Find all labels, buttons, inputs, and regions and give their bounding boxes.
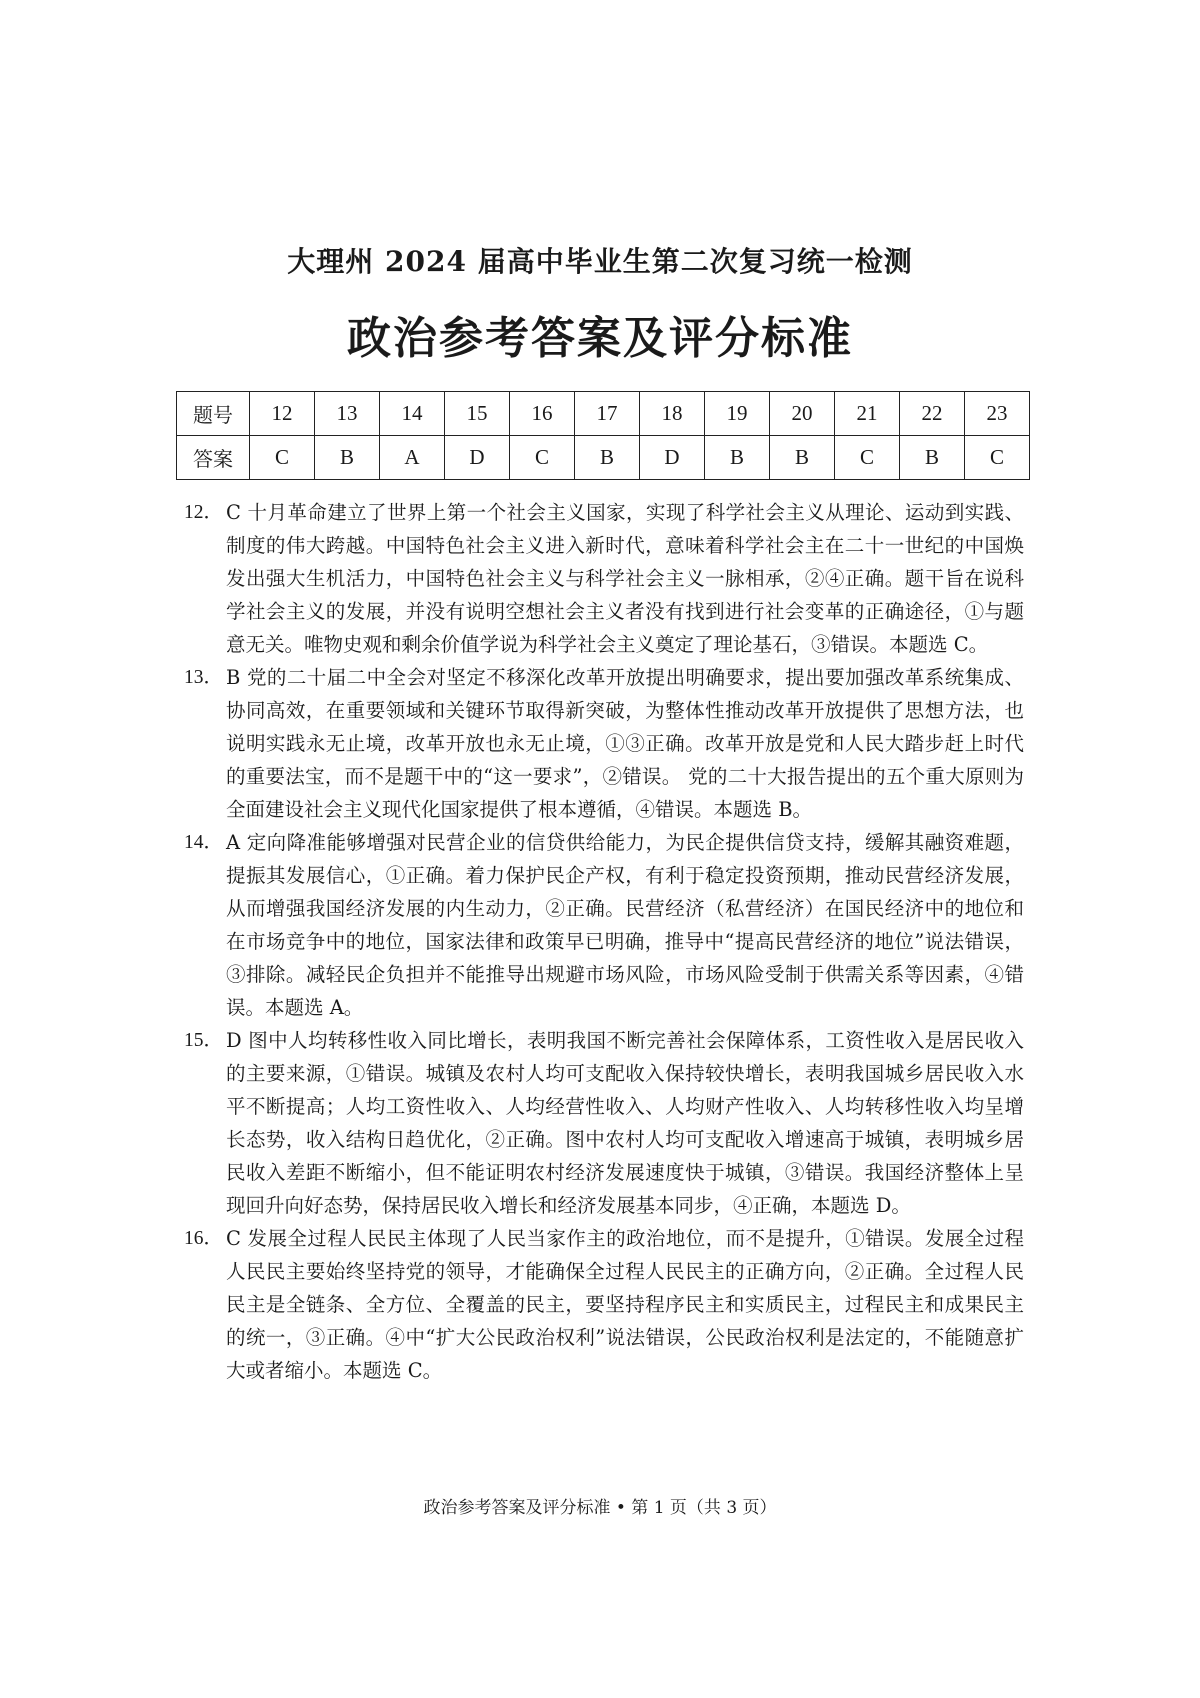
question-number-cell: 21: [835, 392, 900, 436]
item-text: B 党的二十届二中全会对坚定不移深化改革开放提出明确要求，提出要加强改革系统集成、协同高效，在重要领域和关键环节取得新突破，为整体性推动改革开放提供了思想方法，也说明实践永无止境，改革开放也永无止境，①③正确。改革开放是党和人民大踏步赶上时代的重要法宝，而不是题干中的“这一要求”，②错误。 党的二十大报告提出的五个重大原则为全面建设社会主义现代化国家提供了根本遵循，④错误。本题选 B。: [226, 666, 1024, 821]
question-number-cell: 15: [445, 392, 510, 436]
question-number-row: [177, 392, 1030, 436]
question-number-cell: 18: [640, 392, 705, 436]
answer-row: [177, 436, 1030, 480]
answer-cell: C: [835, 436, 900, 480]
question-number-cell: 23: [965, 392, 1030, 436]
answer-cell: B: [770, 436, 835, 480]
question-number-cell: 12: [250, 392, 315, 436]
page-title: 政治参考答案及评分标准: [347, 313, 853, 364]
page-footer: 政治参考答案及评分标准 • 第 1 页（共 3 页）: [423, 1498, 777, 1518]
answer-table: [176, 391, 1030, 480]
question-number-cell: 16: [510, 392, 575, 436]
item-number: 15．: [184, 1030, 224, 1051]
answer-cell: B: [315, 436, 380, 480]
item-number: 16．: [184, 1228, 224, 1249]
explanation-item: [184, 496, 1024, 661]
explanation-item: [184, 1222, 1024, 1387]
question-number-cell: 19: [705, 392, 770, 436]
answer-cell: C: [965, 436, 1030, 480]
explanation-item: [184, 826, 1024, 1024]
item-text: D 图中人均转移性收入同比增长，表明我国不断完善社会保障体系，工资性收入是居民收入的主要来源，①错误。城镇及农村人均可支配收入保持较快增长，表明我国城乡居民收入水平不断提高；人均工资性收入、人均经营性收入、人均财产性收入、人均转移性收入均呈增长态势，收入结构日趋优化，②正确。图中农村人均可支配收入增速高于城镇，表明城乡居民收入差距不断缩小，但不能证明农村经济发展速度快于城镇，③错误。我国经济整体上呈现回升向好态势，保持居民收入增长和经济发展基本同步，④正确，本题选 D。: [226, 1029, 1024, 1217]
explanation-item: [184, 1024, 1024, 1222]
question-number-cell: 20: [770, 392, 835, 436]
answer-cell: B: [900, 436, 965, 480]
answer-cell: A: [380, 436, 445, 480]
answer-cell: D: [640, 436, 705, 480]
question-number-cell: 22: [900, 392, 965, 436]
row-label-number: 题号: [177, 392, 250, 436]
answer-cell: D: [445, 436, 510, 480]
question-number-cell: 17: [575, 392, 640, 436]
answer-cell: C: [250, 436, 315, 480]
item-text: C 发展全过程人民民主体现了人民当家作主的政治地位，而不是提升，①错误。发展全过程人民民主要始终坚持党的领导，才能确保全过程人民民主的正确方向，②正确。全过程人民民主是全链条、全方位、全覆盖的民主，要坚持程序民主和实质民主，过程民主和成果民主的统一，③正确。④中“扩大公民政治权利”说法错误，公民政治权利是法定的，不能随意扩大或者缩小。本题选 C。: [226, 1227, 1024, 1382]
answer-cell: B: [575, 436, 640, 480]
item-text: A 定向降准能够增强对民营企业的信贷供给能力，为民企提供信贷支持，缓解其融资难题，提振其发展信心，①正确。着力保护民企产权，有利于稳定投资预期，推动民营经济发展，从而增强我国经济发展的内生动力，②正确。民营经济（私营经济）在国民经济中的地位和在市场竞争中的地位，国家法律和政策早已明确，推导中“提高民营经济的地位”说法错误，③排除。减轻民企负担并不能推导出规避市场风险，市场风险受制于供需关系等因素，④错误。本题选 A。: [226, 831, 1024, 1019]
question-number-cell: 13: [315, 392, 380, 436]
exam-header: 大理州 2024 届高中毕业生第二次复习统一检测: [287, 245, 913, 278]
item-number: 13．: [184, 667, 224, 688]
item-text: C 十月革命建立了世界上第一个社会主义国家，实现了科学社会主义从理论、运动到实践、制度的伟大跨越。中国特色社会主义进入新时代，意味着科学社会主在二十一世纪的中国焕发出强大生机活力，中国特色社会主义与科学社会主义一脉相承，②④正确。题干旨在说科学社会主义的发展，并没有说明空想社会主义者没有找到进行社会变革的正确途径，①与题意无关。唯物史观和剩余价值学说为科学社会主义奠定了理论基石，③错误。本题选 C。: [226, 501, 1024, 656]
explanation-list: [184, 496, 1024, 1387]
explanation-item: [184, 661, 1024, 826]
answer-cell: C: [510, 436, 575, 480]
item-number: 12．: [184, 502, 224, 523]
answer-cell: B: [705, 436, 770, 480]
item-number: 14．: [184, 832, 224, 853]
question-number-cell: 14: [380, 392, 445, 436]
row-label-answer: 答案: [177, 436, 250, 480]
